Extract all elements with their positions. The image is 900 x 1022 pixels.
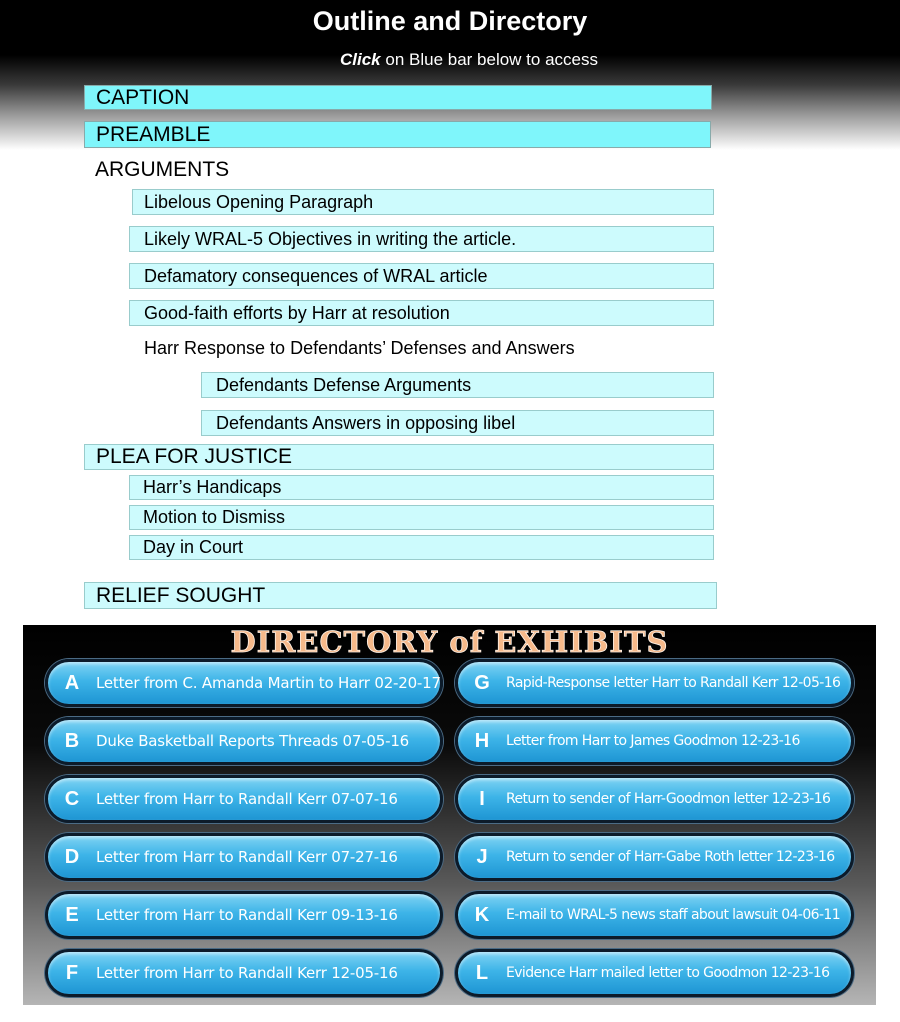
exhibit-letter: C xyxy=(64,787,80,810)
exhibit-label: Evidence Harr mailed letter to Goodmon 12-23-16 xyxy=(506,965,830,981)
page-subtitle xyxy=(340,50,598,70)
outline-arg-item[interactable]: Libelous Opening Paragraph xyxy=(132,189,714,215)
outline-caption-bar[interactable]: CAPTION xyxy=(84,85,712,110)
outline-response-item[interactable]: Defendants Defense Arguments xyxy=(201,372,714,398)
outline-plea-bar[interactable]: PLEA FOR JUSTICE xyxy=(84,444,714,470)
outline-plea-item[interactable]: Motion to Dismiss xyxy=(129,505,714,530)
outline-arguments-heading: ARGUMENTS xyxy=(95,158,230,181)
exhibit-j-button[interactable] xyxy=(455,833,854,881)
exhibit-label: Letter from Harr to Randall Kerr 07-27-16 xyxy=(96,848,398,866)
exhibit-label: Rapid-Response letter Harr to Randall Kerr 12-05-16 xyxy=(506,675,841,691)
exhibit-k-button[interactable] xyxy=(455,891,854,939)
exhibit-label: Letter from Harr to Randall Kerr 07-07-16 xyxy=(96,790,398,808)
exhibit-letter: L xyxy=(475,961,489,984)
exhibit-b-button[interactable] xyxy=(45,717,443,765)
outline-response-heading: Harr Response to Defendants’ Defenses and Answers xyxy=(144,338,575,358)
exhibit-i-button[interactable] xyxy=(455,775,854,823)
exhibit-label: Return to sender of Harr-Gabe Roth letter 12-23-16 xyxy=(506,849,835,865)
outline-arg-item[interactable]: Good-faith efforts by Harr at resolution xyxy=(129,300,714,326)
exhibit-d-button[interactable] xyxy=(45,833,443,881)
outline-plea-item[interactable]: Day in Court xyxy=(129,535,714,560)
exhibit-label: Letter from C. Amanda Martin to Harr 02-20-17 xyxy=(96,674,441,692)
exhibit-c-button[interactable] xyxy=(45,775,443,823)
exhibit-g-button[interactable] xyxy=(455,659,854,707)
outline-response-item[interactable]: Defendants Answers in opposing libel xyxy=(201,410,714,436)
exhibit-letter: A xyxy=(64,671,80,694)
exhibit-label: E-mail to WRAL-5 news staff about lawsuit 04-06-11 xyxy=(506,907,841,923)
exhibit-letter: E xyxy=(65,903,79,926)
outline-arg-item[interactable]: Defamatory consequences of WRAL article xyxy=(129,263,714,289)
outline-arg-item[interactable]: Likely WRAL-5 Objectives in writing the article. xyxy=(129,226,714,252)
exhibit-label: Duke Basketball Reports Threads 07-05-16 xyxy=(96,732,410,750)
page-title: Outline and Directory xyxy=(312,6,588,36)
exhibit-label: Letter from Harr to Randall Kerr 12-05-16 xyxy=(96,964,398,982)
outline-relief-bar[interactable]: RELIEF SOUGHT xyxy=(84,582,717,609)
exhibit-letter: I xyxy=(479,787,485,810)
exhibit-letter: H xyxy=(474,729,490,752)
outline-plea-item[interactable]: Harr’s Handicaps xyxy=(129,475,714,500)
exhibit-letter: F xyxy=(65,961,79,984)
exhibit-letter: G xyxy=(474,671,490,694)
subtitle-text: on Blue bar below to access xyxy=(380,50,598,69)
exhibit-label: Return to sender of Harr-Goodmon letter 12-23-16 xyxy=(506,791,831,807)
exhibit-letter: B xyxy=(64,729,80,752)
exhibits-panel xyxy=(23,625,876,1005)
exhibit-label: Letter from Harr to Randall Kerr 09-13-16 xyxy=(96,906,398,924)
exhibit-e-button[interactable] xyxy=(45,891,443,939)
exhibit-l-button[interactable] xyxy=(455,949,854,997)
exhibit-a-button[interactable] xyxy=(45,659,443,707)
exhibit-label: Letter from Harr to James Goodmon 12-23-16 xyxy=(506,733,800,749)
exhibit-letter: J xyxy=(476,845,488,868)
exhibit-h-button[interactable] xyxy=(455,717,854,765)
exhibit-letter: D xyxy=(64,845,80,868)
subtitle-emphasis: Click xyxy=(340,50,381,69)
exhibit-f-button[interactable] xyxy=(45,949,443,997)
exhibits-title: DIRECTORY of EXHIBITS xyxy=(230,625,669,659)
exhibit-letter: K xyxy=(474,903,490,926)
outline-preamble-bar[interactable]: PREAMBLE xyxy=(84,121,711,148)
